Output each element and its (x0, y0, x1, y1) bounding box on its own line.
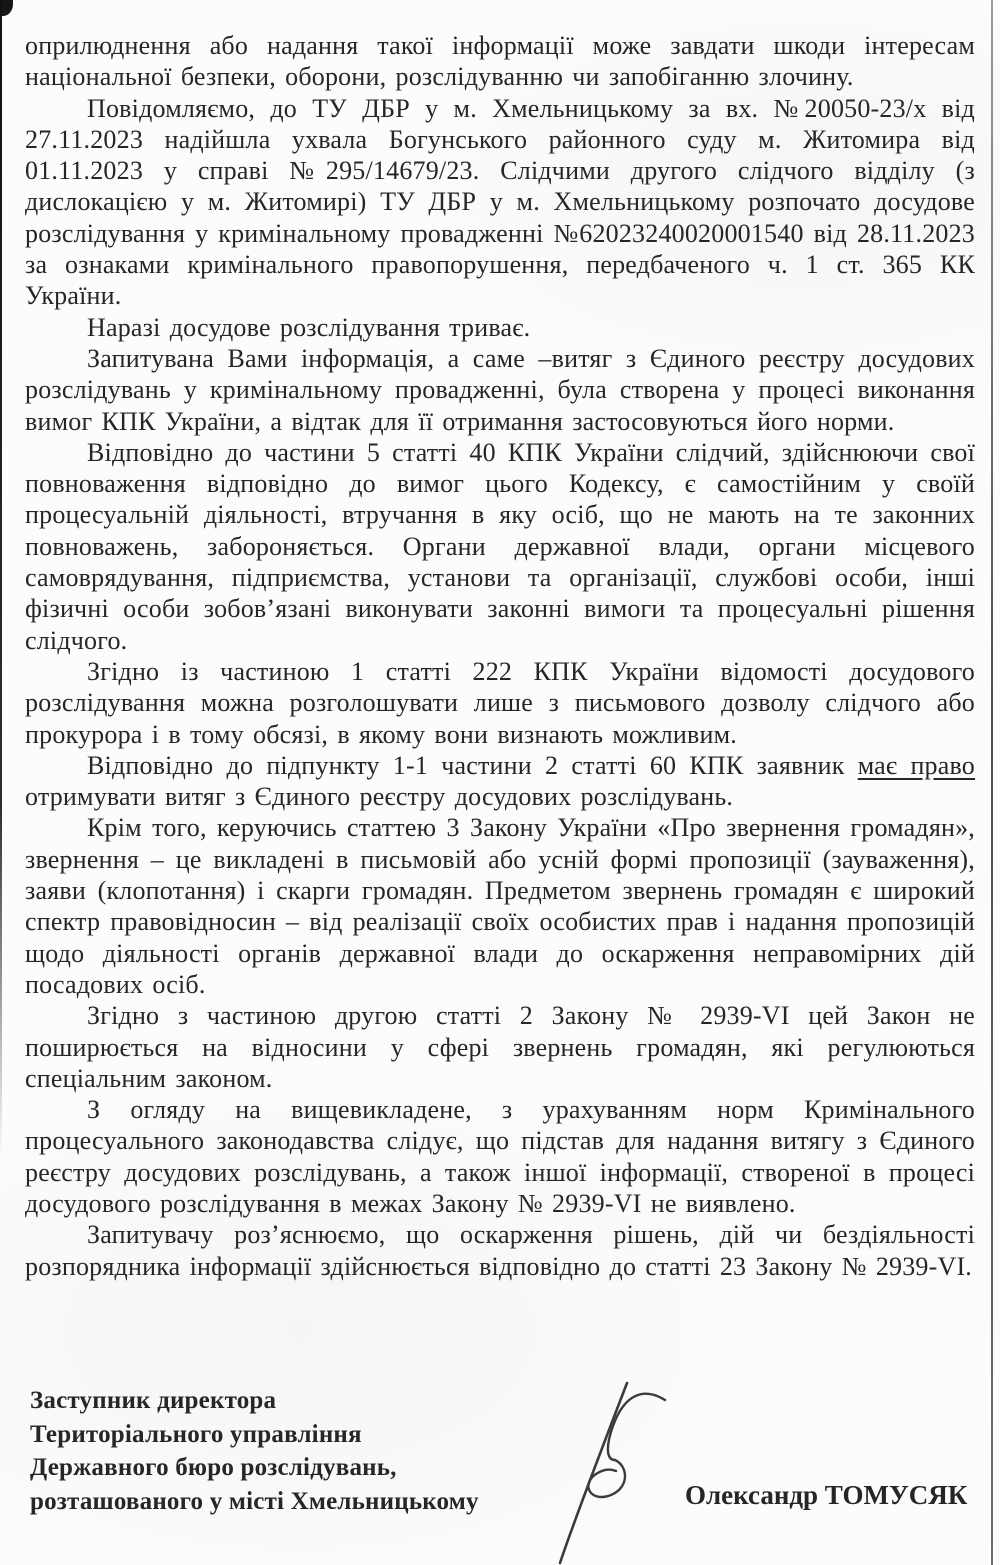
signer-title-line: розташованого у місті Хмельницькому (30, 1487, 479, 1515)
document-paragraph: оприлюднення або надання такої інформації може завдати шкоди інтересам національної безпеки, оборони, розслідуванню чи запобіганню злочину. (25, 31, 975, 92)
handwritten-signature (505, 1368, 695, 1565)
scan-edge-left-line (0, 0, 2, 1155)
document-paragraph: Запитувачу роз’яснюємо, що оскарження рішень, дій чи бездіяльності розпорядника інформації здійснюється відповідно до статті 23 Закону № 2939-VI. (25, 1220, 975, 1281)
document-paragraph (25, 750, 975, 813)
document-body (25, 30, 975, 1282)
underlined-phrase: має право (857, 750, 975, 780)
signer-title-line: Територіального управління (30, 1420, 362, 1448)
document-paragraph: З огляду на вищевикладене, з урахуванням норм Кримінального процесуального законодавства слідує, що підстав для надання витягу з Єдиного реєстру досудових розслідувань, а також іншої інформації, створеної в процесі досудового розслідування в межах Закону № 2939-VI не виявлено. (25, 1095, 975, 1218)
paragraph-text: Відповідно до підпункту 1-1 частини 2 статті 60 КПК заявник (87, 750, 858, 780)
signer-title-line: Державного бюро розслідувань, (30, 1454, 397, 1482)
document-paragraph: Крім того, керуючись статтею 3 Закону України «Про звернення громадян», звернення – це викладені в письмовій або усній формі пропозиції (зауваження), заяви (клопотання) і скарги громадян. Предметом звернень громадян є широкий спектр правовідносин – від реалізації своїх особистих прав і надання пропозицій щодо діяльності органів державної влади до оскарження неправомірних дій посадових осіб. (25, 813, 975, 999)
signer-name: Олександр ТОМУСЯК (685, 1480, 968, 1510)
document-paragraph: Згідно із частиною 1 статті 222 КПК України відомості досудового розслідування можна розголошувати лише з письмового дозволу слідчого або прокурора і в тому обсязі, в якому вони визнають можливим. (25, 656, 975, 749)
document-paragraph: Згідно з частиною другою статті 2 Закону № 2939-VI цей Закон не поширюється на відносини у сфері звернень громадян, які регулюються спеціальним законом. (25, 1001, 975, 1093)
document-paragraph: Наразі досудове розслідування триває. (87, 312, 531, 342)
signer-title-block (30, 1384, 479, 1518)
signer-title-line: Заступник директора (30, 1387, 277, 1414)
document-paragraph: Відповідно до частини 5 статті 40 КПК України слідчий, здійснюючи свої повноваження відповідно до вимог цього Кодексу, є самостійним у своїй процесуальній діяльності, втручання в яку осіб, що не мають на те законних повноважень, забороняється. Органи державної влади, органи місцевого самоврядування, підприємства, установи та організації, службові особи, інші фізичні особи зобов’язані виконувати законні вимоги та процесуальні рішення слідчого. (25, 437, 975, 655)
document-paragraph: Повідомляємо, до ТУ ДБР у м. Хмельницькому за вх. №20050-23/х від 27.11.2023 надійшла ухвала Богунського районного суду м. Житомира від 01.11.2023 у справі №295/14679/23. Слідчими другого слідчого відділу (з дислокацією у м. Житомирі) ТУ ДБР у м. Хмельницькому розпочато досудове розслідування у кримінальному провадженні №62023240020001540 від 28.11.2023 за ознаками кримінального правопорушення, передбаченого ч. 1 ст. 365 КК України. (25, 93, 975, 311)
document-paragraph: Запитувана Вами інформація, а саме –витяг з Єдиного реєстру досудових розслідувань у кримінальному провадженні, була створена у процесі виконання вимог КПК України, а відтак для її отримання застосовуються його норми. (25, 343, 975, 436)
scan-edge-right-line (991, 0, 993, 1565)
paragraph-text: отримувати витяг з Єдиного реєстру досудових розслідувань. (25, 782, 734, 812)
